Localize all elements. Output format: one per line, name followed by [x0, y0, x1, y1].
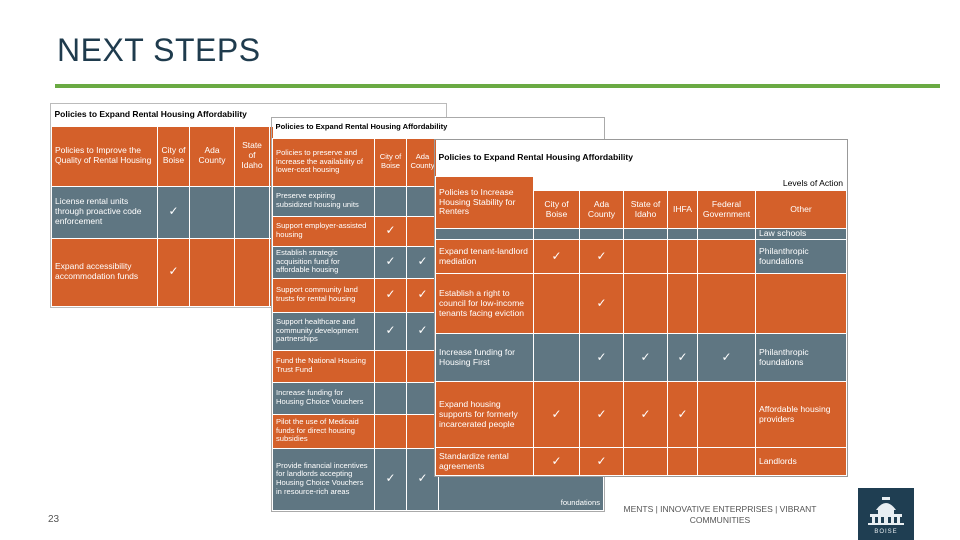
levels-of-action-label: Levels of Action	[534, 176, 847, 191]
table-row	[436, 334, 847, 382]
page-number: 23	[48, 514, 60, 525]
table1-header-ada: Ada County	[190, 126, 235, 186]
policy-cell: Establish strategic acquisition fund for affordable housing	[273, 246, 375, 278]
check-icon	[407, 414, 439, 448]
check-icon: ✓	[158, 238, 190, 306]
check-icon: ✓	[375, 448, 407, 510]
title-underline	[55, 84, 940, 88]
check-icon	[407, 382, 439, 414]
check-icon: ✓	[624, 334, 668, 382]
footer-text: MENTS | INNOVATIVE ENTERPRISES | VIBRANT COMMUNITIES	[623, 504, 817, 525]
other-cell: Landlords	[756, 448, 847, 476]
check-icon: ✓	[668, 334, 698, 382]
table2-title: Policies to Expand Rental Housing Affordability	[273, 118, 604, 138]
check-icon: ✓	[580, 334, 624, 382]
policy-cell: Preserve expiring subsidized housing units	[273, 186, 375, 216]
table3-title: Policies to Expand Rental Housing Affordability	[436, 140, 847, 176]
table-row	[436, 229, 847, 240]
table3-header-policy: Policies to Increase Housing Stability for Renters	[436, 176, 534, 229]
check-icon: ✓	[534, 240, 580, 274]
table-row	[436, 240, 847, 274]
check-icon: ✓	[534, 448, 580, 476]
capitol-dome-icon	[858, 488, 914, 540]
check-icon: ✓	[407, 246, 439, 278]
table2-header-policy: Policies to preserve and increase the availability of lower-cost housing	[273, 138, 375, 186]
table-row	[436, 448, 847, 476]
policy-cell: Standardize rental agreements	[436, 448, 534, 476]
policy-cell: Pilot the use of Medicaid funds for direct housing subsidies	[273, 414, 375, 448]
housing-stability-table	[435, 140, 847, 476]
check-icon: ✓	[407, 278, 439, 312]
table3-header-ada: Ada County	[580, 191, 624, 229]
policy-cell: Increase funding for Housing Choice Vouchers	[273, 382, 375, 414]
check-icon: ✓	[624, 382, 668, 448]
table3-header-city: City of Boise	[534, 191, 580, 229]
policy-cell: Increase funding for Housing First	[436, 334, 534, 382]
check-icon	[375, 186, 407, 216]
policy-cell: Expand housing supports for formerly incarcerated people	[436, 382, 534, 448]
check-icon: ✓	[407, 312, 439, 350]
policy-cell: Support community land trusts for rental housing	[273, 278, 375, 312]
check-icon	[407, 350, 439, 382]
check-icon: ✓	[580, 382, 624, 448]
other-cell	[756, 274, 847, 334]
policy-cell: Fund the National Housing Trust Fund	[273, 350, 375, 382]
svg-text:BOISE: BOISE	[874, 529, 898, 535]
table3-header-other: Other	[756, 191, 847, 229]
other-cell: Law schools	[756, 229, 847, 240]
table3-header-ihfa: IHFA	[668, 191, 698, 229]
policy-cell: Provide financial incentives for landlords accepting Housing Choice Vouchers in resource-rich areas	[273, 448, 375, 510]
check-icon: ✓	[375, 246, 407, 278]
check-icon: ✓	[580, 274, 624, 334]
table-row	[436, 274, 847, 334]
table1-header-city: City of Boise	[158, 126, 190, 186]
check-icon	[407, 186, 439, 216]
other-cell: Affordable housing providers	[756, 382, 847, 448]
boise-logo	[858, 488, 914, 540]
policy-cell: Support employer-assisted housing	[273, 216, 375, 246]
policy-cell: Establish a right to council for low-income tenants facing eviction	[436, 274, 534, 334]
slide-title: NEXT STEPS	[57, 32, 261, 68]
policy-cell: License rental units through proactive code enforcement	[52, 186, 158, 238]
other-cell: Philanthropic foundations	[756, 240, 847, 274]
check-icon	[375, 350, 407, 382]
policy-cell	[436, 229, 534, 240]
table2-header-city: City of Boise	[375, 138, 407, 186]
policy-cell: Expand tenant-landlord mediation	[436, 240, 534, 274]
policy-cell: Support healthcare and community development partnerships	[273, 312, 375, 350]
table-row	[436, 382, 847, 448]
check-icon: ✓	[158, 186, 190, 238]
check-icon: ✓	[375, 216, 407, 246]
policy-cell: Expand accessibility accommodation funds	[52, 238, 158, 306]
check-icon: ✓	[668, 382, 698, 448]
check-icon: ✓	[580, 448, 624, 476]
overflow-text: foundations	[439, 448, 604, 510]
table1-header-policy: Policies to Improve the Quality of Rental Housing	[52, 126, 158, 186]
check-icon	[407, 216, 439, 246]
table3-header-state: State of Idaho	[624, 191, 668, 229]
table1-title: Policies to Expand Rental Housing Affordability	[52, 104, 446, 126]
check-icon: ✓	[534, 382, 580, 448]
check-icon	[375, 382, 407, 414]
check-icon: ✓	[375, 278, 407, 312]
check-icon: ✓	[580, 240, 624, 274]
table3-header-federal: Federal Government	[698, 191, 756, 229]
check-icon: ✓	[698, 334, 756, 382]
table2-header-ada: Ada County	[407, 138, 439, 186]
check-icon: ✓	[375, 312, 407, 350]
table1-header-state: State of Idaho	[235, 126, 270, 186]
check-icon	[375, 414, 407, 448]
other-cell: Philanthropic foundations	[756, 334, 847, 382]
check-icon: ✓	[407, 448, 439, 510]
